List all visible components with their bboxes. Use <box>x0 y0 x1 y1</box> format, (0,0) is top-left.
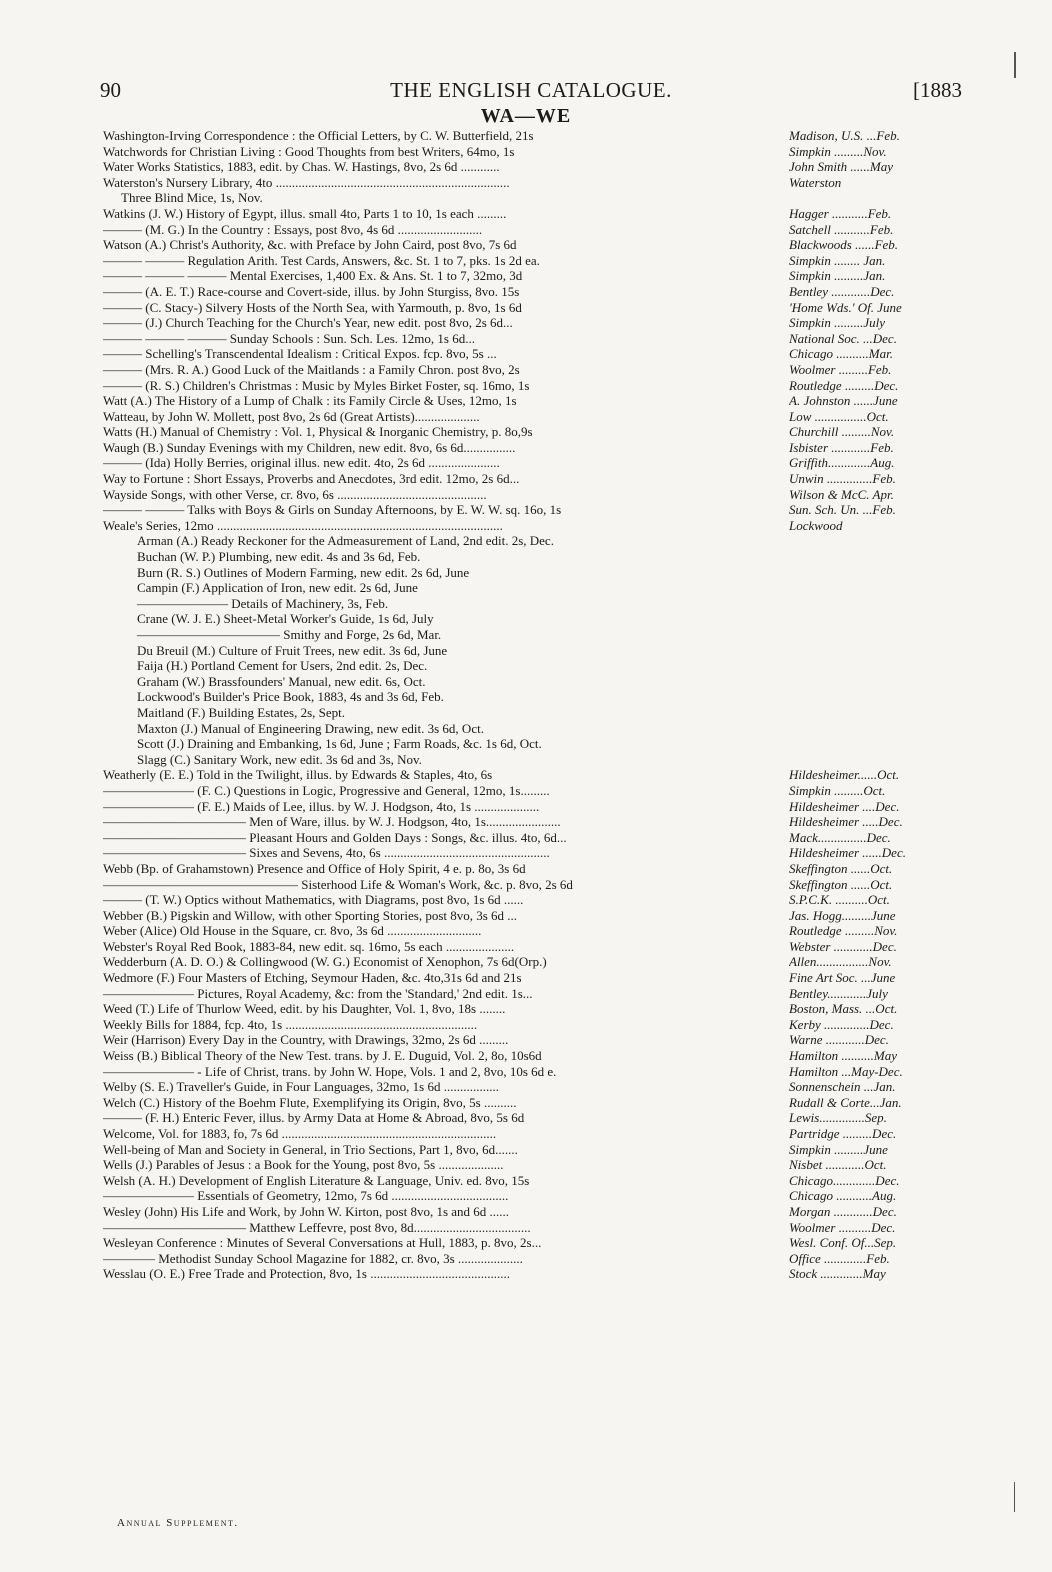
catalogue-entry <box>103 315 963 331</box>
entry-title: ——————————— Smithy and Forge, 2s 6d, Mar. <box>137 627 442 642</box>
catalogue-entry <box>103 939 963 955</box>
series-sub-entry <box>103 736 963 752</box>
series-sub-entry <box>103 190 963 206</box>
page-year: [1883 <box>913 78 962 102</box>
catalogue-entry <box>103 1126 963 1142</box>
entry-publisher: Low ................Oct. <box>789 408 889 424</box>
entry-publisher: Webster ............Dec. <box>789 938 897 954</box>
entry-title: ——— (M. G.) In the Country : Essays, post 8vo, 4s 6d .......................... <box>103 221 483 237</box>
catalogue-entry <box>103 424 963 440</box>
series-sub-entry <box>103 689 963 705</box>
entry-title: Scott (J.) Draining and Embanking, 1s 6d, June ; Farm Roads, &c. 1s 6d, Oct. <box>137 736 542 752</box>
catalogue-entry <box>103 783 963 799</box>
catalogue-entry <box>103 487 963 503</box>
entry-title: ——— (F. H.) Enteric Fever, illus. by Army Data at Home & Abroad, 8vo, 5s 6d <box>103 1110 525 1126</box>
catalogue-entry <box>103 268 963 284</box>
entry-title: ——————————— Pleasant Hours and Golden Days : Songs, &c. illus. 4to, 6d... <box>103 829 567 845</box>
catalogue-entry <box>103 986 963 1002</box>
entry-publisher: Simpkin .........June <box>789 1141 888 1157</box>
entry-title: Wesleyan Conference : Minutes of Several Conversations at Hull, 1883, p. 8vo, 2s... <box>103 1235 542 1251</box>
catalogue-entry <box>103 970 963 986</box>
catalogue-entries <box>103 128 963 1282</box>
entry-title: Welsh (A. H.) Development of English Literature & Language, Univ. ed. 8vo, 15s <box>103 1172 530 1188</box>
entry-title: Lockwood's Builder's Price Book, 1883, 4s and 3s 6d, Feb. <box>137 689 444 705</box>
page-footer: Annual Supplement. <box>117 1517 239 1529</box>
margin-mark <box>1014 1482 1015 1512</box>
catalogue-entry <box>103 1157 963 1173</box>
entry-title: Waterston's Nursery Library, 4to ........................................................................ <box>103 174 510 190</box>
catalogue-entry <box>103 1220 963 1236</box>
entry-title: Maitland (F.) Building Estates, 2s, Sept. <box>137 704 346 720</box>
catalogue-entry <box>103 1032 963 1048</box>
catalogue-entry <box>103 159 963 175</box>
series-sub-entry <box>103 627 963 643</box>
series-sub-entry <box>103 611 963 627</box>
entry-publisher: Routledge .........Dec. <box>789 377 899 393</box>
catalogue-entry <box>103 300 963 316</box>
entry-title: ——————— Details of Machinery, 3s, Feb. <box>137 595 389 611</box>
entry-publisher: Skeffington ......Oct. <box>789 860 893 876</box>
catalogue-entry <box>103 175 963 191</box>
entry-publisher: Morgan ............Dec. <box>789 1203 897 1219</box>
series-sub-entry <box>103 565 963 581</box>
catalogue-entry <box>103 1048 963 1064</box>
catalogue-entry <box>103 237 963 253</box>
entry-publisher: National Soc. ...Dec. <box>789 330 897 346</box>
catalogue-entry <box>103 206 963 222</box>
entry-title: ——— (A. E. T.) Race-course and Covert-side, illus. by John Sturgiss, 8vo. 15s <box>103 283 520 299</box>
catalogue-entry <box>103 362 963 378</box>
entry-publisher: Fine Art Soc. ...June <box>789 970 896 986</box>
entry-publisher: Satchell ...........Feb. <box>789 221 894 237</box>
entry-title: Watkins (J. W.) History of Egypt, illus. small 4to, Parts 1 to 10, 1s each ......... <box>103 205 507 221</box>
entry-publisher: Nisbet ............Oct. <box>789 1157 887 1173</box>
entry-publisher: Woolmer ..........Dec. <box>789 1219 896 1235</box>
catalogue-entry <box>103 1188 963 1204</box>
entry-title: ——————— (F. E.) Maids of Lee, illus. by W. J. Hodgson, 4to, 1s .................... <box>103 798 540 814</box>
entry-publisher: Unwin ..............Feb. <box>789 471 896 487</box>
entry-publisher: Hildesheimer......Oct. <box>789 767 900 783</box>
entry-publisher: Madison, U.S. ...Feb. <box>789 128 900 143</box>
entry-title: Watt (A.) The History of a Lump of Chalk : its Family Circle & Uses, 12mo, 1s <box>103 393 517 409</box>
entry-title: Webber (B.) Pigskin and Willow, with other Sporting Stories, post 8vo, 3s 6d ... <box>103 907 518 923</box>
entry-title: Faija (H.) Portland Cement for Users, 2nd edit. 2s, Dec. <box>137 658 428 674</box>
catalogue-entry <box>103 877 963 893</box>
entry-title: Watts (H.) Manual of Chemistry : Vol. 1, Physical & Inorganic Chemistry, p. 8o,9s <box>103 424 533 440</box>
catalogue-entry <box>103 331 963 347</box>
entry-title: Campin (F.) Application of Iron, new edit. 2s 6d, June <box>137 580 418 596</box>
entry-publisher: Chicago ...........Aug. <box>789 1188 897 1204</box>
entry-publisher: Rudall & Corte...Jan. <box>789 1094 902 1110</box>
entry-title: Arman (A.) Ready Reckoner for the Admeasurement of Land, 2nd edit. 2s, Dec. <box>137 533 554 549</box>
entry-title: ——————— (F. C.) Questions in Logic, Progressive and General, 12mo, 1s......... <box>103 782 550 798</box>
entry-title: ——— ——— ——— Sunday Schools : Sun. Sch. Les. 12mo, 1s 6d... <box>103 330 475 346</box>
entry-title: Weber (Alice) Old House in the Square, cr. 8vo, 3s 6d ............................. <box>103 923 482 939</box>
entry-publisher: John Smith ......May <box>789 159 893 175</box>
entry-title: Graham (W.) Brassfounders' Manual, new edit. 6s, Oct. <box>137 673 426 689</box>
entry-title: Watteau, by John W. Mollett, post 8vo, 2s 6d (Great Artists).................... <box>103 408 480 424</box>
catalogue-entry <box>103 1173 963 1189</box>
entry-publisher: Lockwood <box>789 517 843 533</box>
catalogue-entry <box>103 908 963 924</box>
entry-publisher: Office .............Feb. <box>789 1250 890 1266</box>
catalogue-entry <box>103 830 963 846</box>
series-sub-entry <box>103 658 963 674</box>
entry-publisher: Simpkin .........July <box>789 315 886 331</box>
catalogue-entry <box>103 222 963 238</box>
catalogue-entry <box>103 440 963 456</box>
page-number: 90 <box>100 78 121 102</box>
entry-title: ——————————— Matthew Leffevre, post 8vo, 8d.................................... <box>103 1219 531 1235</box>
catalogue-entry <box>103 767 963 783</box>
entry-publisher: S.P.C.K. ..........Oct. <box>789 892 890 908</box>
entry-title: ——— (C. Stacy-) Silvery Hosts of the North Sea, with Yarmouth, p. 8vo, 1s 6d <box>103 299 522 315</box>
margin-mark <box>1014 52 1016 78</box>
entry-publisher: Allen................Nov. <box>789 954 892 970</box>
entry-title: Weale's Series, 12mo ........................................................................................ <box>103 517 503 533</box>
catalogue-entry <box>103 1064 963 1080</box>
entry-title: Watson (A.) Christ's Authority, &c. with Preface by John Caird, post 8vo, 7s 6d <box>103 237 517 253</box>
entry-publisher: Woolmer .........Feb. <box>789 361 892 377</box>
entry-publisher: Boston, Mass. ...Oct. <box>789 1001 898 1017</box>
entry-title: ——— (R. S.) Children's Christmas : Music by Myles Birket Foster, sq. 16mo, 1s <box>103 377 530 393</box>
entry-publisher: Churchill .........Nov. <box>789 424 895 440</box>
entry-publisher: Chicago ..........Mar. <box>789 346 893 362</box>
entry-title: ——— (Ida) Holly Berries, original illus. new edit. 4to, 2s 6d ...................... <box>103 455 500 471</box>
entry-title: Du Breuil (M.) Culture of Fruit Trees, new edit. 3s 6d, June <box>137 642 448 658</box>
entry-title: Weekly Bills for 1884, fcp. 4to, 1s ........................................................... <box>103 1016 478 1032</box>
entry-title: ——— ——— Talks with Boys & Girls on Sunday Afternoons, by E. W. W. sq. 16o, 1s <box>103 502 562 518</box>
entry-publisher: Routledge .........Nov. <box>789 923 898 939</box>
catalogue-entry <box>103 346 963 362</box>
entry-publisher: Hildesheimer ......Dec. <box>789 845 906 861</box>
catalogue-entry <box>103 799 963 815</box>
entry-title: Wedmore (F.) Four Masters of Etching, Seymour Haden, &c. 4to,31s 6d and 21s <box>103 970 522 986</box>
entry-title: Weatherly (E. E.) Told in the Twilight, illus. by Edwards & Staples, 4to, 6s <box>103 767 493 783</box>
entry-title: Wesslau (O. E.) Free Trade and Protection, 8vo, 1s ........................................... <box>103 1266 510 1282</box>
entry-title: Welch (C.) History of the Boehm Flute, Exemplifying its Origin, 8vo, 5s .......... <box>103 1094 517 1110</box>
entry-title: Welcome, Vol. for 1883, fo, 7s 6d .................................................................. <box>103 1126 497 1141</box>
entry-publisher: Hildesheimer .....Dec. <box>789 814 903 830</box>
catalogue-entry <box>103 892 963 908</box>
entry-title: ——————————————— Sisterhood Life & Woman's Work, &c. p. 8vo, 2s 6d <box>103 876 573 892</box>
series-sub-entry <box>103 533 963 549</box>
catalogue-entry <box>103 253 963 269</box>
entry-title: Washington-Irving Correspondence : the Official Letters, by C. W. Butterfield, 21s <box>103 128 534 143</box>
entry-title: Way to Fortune : Short Essays, Proverbs and Anecdotes, 3rd edit. 12mo, 2s 6d... <box>103 471 520 487</box>
entry-publisher: Simpkin .........Oct. <box>789 782 886 798</box>
series-sub-entry <box>103 721 963 737</box>
entry-publisher: Lewis..............Sep. <box>789 1110 887 1126</box>
entry-title: ——— ——— ——— Mental Exercises, 1,400 Ex. & Ans. St. 1 to 7, 32mo, 3d <box>103 268 523 284</box>
entry-publisher: Stock .............May <box>789 1266 886 1282</box>
page-header <box>100 78 962 108</box>
series-sub-entry <box>103 549 963 565</box>
entry-title: Buchan (W. P.) Plumbing, new edit. 4s and 3s 6d, Feb. <box>137 549 421 565</box>
catalogue-entry <box>103 471 963 487</box>
entry-title: Watchwords for Christian Living : Good Thoughts from best Writers, 64mo, 1s <box>103 143 515 159</box>
entry-publisher: Bentley............July <box>789 985 888 1001</box>
series-sub-entry <box>103 643 963 659</box>
entry-title: Webb (Bp. of Grahamstown) Presence and Office of Holy Spirit, 4 e. p. 8o, 3s 6d <box>103 860 526 876</box>
entry-title: ——— ——— Regulation Arith. Test Cards, Answers, &c. St. 1 to 7, pks. 1s 2d ea. <box>103 252 540 268</box>
entry-publisher: Mack...............Dec. <box>789 829 891 845</box>
entry-publisher: Griffith.............Aug. <box>789 455 895 471</box>
catalogue-entry <box>103 1235 963 1251</box>
catalogue-entry <box>103 923 963 939</box>
entry-publisher: Sonnenschein ...Jan. <box>789 1079 896 1095</box>
entry-publisher: Kerby ..............Dec. <box>789 1016 894 1032</box>
catalogue-entry <box>103 1110 963 1126</box>
catalogue-entry <box>103 128 963 144</box>
page-title: THE ENGLISH CATALOGUE. <box>390 78 672 102</box>
entry-publisher: Hamilton ...May-Dec. <box>789 1063 903 1079</box>
series-sub-entry <box>103 705 963 721</box>
catalogue-entry <box>103 954 963 970</box>
entry-title: ——————————— Men of Ware, illus. by W. J. Hodgson, 4to, 1s....................... <box>103 814 561 830</box>
catalogue-entry <box>103 378 963 394</box>
section-heading: WA—WE <box>480 105 572 127</box>
entry-title: Welby (S. E.) Traveller's Guide, in Four Languages, 32mo, 1s 6d ................. <box>103 1079 499 1095</box>
catalogue-entry <box>103 1204 963 1220</box>
catalogue-entry <box>103 144 963 160</box>
entry-publisher: Warne ............Dec. <box>789 1032 889 1048</box>
entry-title: ——————————— Sixes and Sevens, 4to, 6s ................................................... <box>103 845 550 861</box>
entry-title: Well-being of Man and Society in General, in Trio Sections, Part 1, 8vo, 6d....... <box>103 1141 518 1157</box>
entry-publisher: Skeffington ......Oct. <box>789 876 893 892</box>
catalogue-entry <box>103 1079 963 1095</box>
catalogue-entry <box>103 1017 963 1033</box>
catalogue-entry <box>103 1142 963 1158</box>
series-sub-entry <box>103 752 963 768</box>
entry-publisher: Wilson & McC. Apr. <box>789 486 894 502</box>
entry-publisher: Sun. Sch. Un. ...Feb. <box>789 502 896 518</box>
catalogue-entry <box>103 1001 963 1017</box>
entry-title: Waugh (B.) Sunday Evenings with my Children, new edit. 8vo, 6s 6d................ <box>103 439 516 455</box>
catalogue-entry <box>103 393 963 409</box>
catalogue-entry <box>103 502 963 518</box>
entry-title: Weed (T.) Life of Thurlow Weed, edit. by his Daughter, Vol. 1, 8vo, 18s ........ <box>103 1001 506 1017</box>
series-sub-entry <box>103 580 963 596</box>
catalogue-entry <box>103 409 963 425</box>
entry-publisher: Simpkin ........ Jan. <box>789 252 886 268</box>
entry-publisher: Waterston <box>789 174 842 190</box>
entry-title: Three Blind Mice, 1s, Nov. <box>121 190 263 206</box>
entry-publisher: Partridge .........Dec. <box>789 1126 897 1141</box>
entry-title: ———— Methodist Sunday School Magazine for 1882, cr. 8vo, 3s .................... <box>103 1250 523 1266</box>
entry-publisher: Bentley ............Dec. <box>789 283 895 299</box>
catalogue-entry <box>103 455 963 471</box>
catalogue-entry <box>103 1095 963 1111</box>
entry-title: ——— (Mrs. R. A.) Good Luck of the Maitlands : a Family Chron. post 8vo, 2s <box>103 361 520 377</box>
entry-title: Wayside Songs, with other Verse, cr. 8vo, 6s .............................................. <box>103 486 487 502</box>
entry-publisher: A. Johnston ......June <box>789 393 898 409</box>
entry-publisher: Chicago.............Dec. <box>789 1172 900 1188</box>
catalogue-entry <box>103 845 963 861</box>
entry-title: Burn (R. S.) Outlines of Modern Farming, new edit. 2s 6d, June <box>137 564 470 580</box>
series-sub-entry <box>103 674 963 690</box>
catalogue-entry <box>103 284 963 300</box>
entry-publisher: Jas. Hogg.........June <box>789 907 896 923</box>
entry-title: ——— Schelling's Transcendental Idealism : Critical Expos. fcp. 8vo, 5s ... <box>103 346 497 362</box>
entry-publisher: Isbister ............Feb. <box>789 439 894 455</box>
entry-publisher: Wesl. Conf. Of...Sep. <box>789 1235 897 1251</box>
entry-publisher: Blackwoods ......Feb. <box>789 237 899 253</box>
entry-title: Slagg (C.) Sanitary Work, new edit. 3s 6d and 3s, Nov. <box>137 751 422 767</box>
entry-publisher: Hagger ...........Feb. <box>789 205 892 221</box>
entry-title: ——————— Essentials of Geometry, 12mo, 7s 6d .................................... <box>103 1188 509 1204</box>
entry-title: Wedderburn (A. D. O.) & Collingwood (W. G.) Economist of Xenophon, 7s 6d(Orp.) <box>103 954 547 970</box>
entry-title: Water Works Statistics, 1883, edit. by Chas. W. Hastings, 8vo, 2s 6d ............ <box>103 159 500 175</box>
entry-publisher: Simpkin .........Nov. <box>789 143 887 159</box>
entry-publisher: Hamilton ..........May <box>789 1048 897 1064</box>
entry-title: Wesley (John) His Life and Work, by John W. Kirton, post 8vo, 1s and 6d ...... <box>103 1203 510 1219</box>
catalogue-entry <box>103 814 963 830</box>
catalogue-entry <box>103 1251 963 1267</box>
entry-publisher: Simpkin .........Jan. <box>789 268 886 284</box>
entry-title: Maxton (J.) Manual of Engineering Drawing, new edit. 3s 6d, Oct. <box>137 720 484 736</box>
catalogue-entry <box>103 518 963 534</box>
entry-title: Weiss (B.) Biblical Theory of the New Test. trans. by J. E. Duguid, Vol. 2, 8o, 10s6d <box>103 1048 542 1064</box>
entry-title: ——————— - Life of Christ, trans. by John W. Hope, Vols. 1 and 2, 8vo, 10s 6d e. <box>103 1063 557 1079</box>
entry-title: ——— (J.) Church Teaching for the Church's Year, new edit. post 8vo, 2s 6d... <box>103 315 513 331</box>
entry-title: ——— (T. W.) Optics without Mathematics, with Diagrams, post 8vo, 1s 6d ...... <box>103 892 524 908</box>
entry-title: Weir (Harrison) Every Day in the Country, with Drawings, 32mo, 2s 6d ......... <box>103 1032 509 1048</box>
catalogue-entry <box>103 861 963 877</box>
entry-title: ——————— Pictures, Royal Academy, &c: from the 'Standard,' 2nd edit. 1s... <box>103 985 533 1001</box>
catalogue-entry <box>103 1266 963 1282</box>
entry-title: Crane (W. J. E.) Sheet-Metal Worker's Guide, 1s 6d, July <box>137 611 434 627</box>
series-sub-entry <box>103 596 963 612</box>
entry-title: Webster's Royal Red Book, 1883-84, new edit. sq. 16mo, 5s each ..................... <box>103 938 515 954</box>
entry-title: Wells (J.) Parables of Jesus : a Book for the Young, post 8vo, 5s .................... <box>103 1157 504 1173</box>
entry-publisher: Hildesheimer ....Dec. <box>789 798 900 814</box>
entry-publisher: 'Home Wds.' Of. June <box>789 299 902 315</box>
